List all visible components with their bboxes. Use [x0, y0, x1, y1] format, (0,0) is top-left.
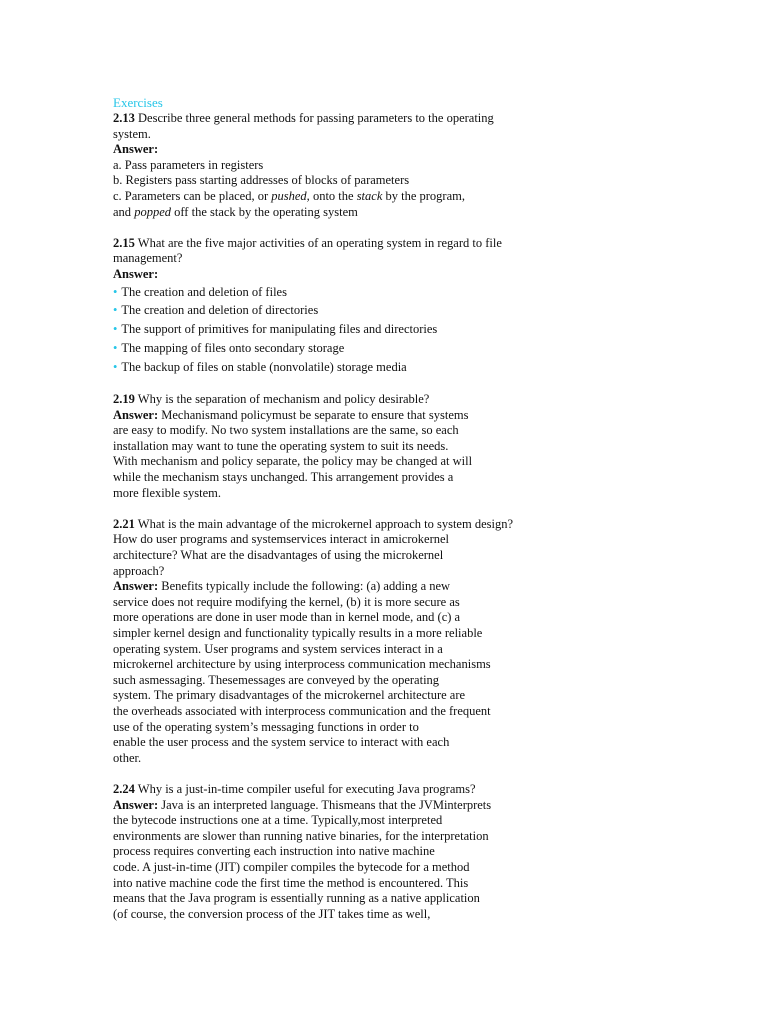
exercise-2-21	[113, 517, 553, 767]
answer-line: are easy to modify. No two system installations are the same, so each	[113, 423, 459, 438]
question-line: 2.13 Describe three general methods for passing parameters to the operating	[113, 111, 494, 125]
list-item: • The creation and deletion of directories	[113, 303, 319, 318]
question-line: system.	[113, 126, 151, 141]
answer-line: process requires converting each instruction into native machine	[113, 844, 435, 859]
bullet-icon: •	[113, 303, 118, 318]
answer-line: environments are slower than running native binaries, for the interpretation	[113, 828, 489, 843]
list-item: • The support of primitives for manipulating files and directories	[113, 322, 438, 337]
question-line: management?	[113, 251, 183, 266]
answer-line: more flexible system.	[113, 485, 221, 500]
answer-line: installation may want to tune the operating system to suit its needs.	[113, 438, 449, 453]
document-page	[113, 95, 553, 922]
answer-line: the bytecode instructions one at a time. Typically,most interpreted	[113, 813, 443, 828]
exercise-number: 2.24	[113, 781, 135, 796]
answer-line: more operations are done in user mode than in kernel mode, and (c) a	[113, 610, 461, 625]
exercise-number: 2.15	[113, 235, 135, 250]
answer-line: such asmessaging. Thesemessages are conveyed by the operating	[113, 672, 440, 687]
answer-line: (of course, the conversion process of the JIT takes time as well,	[113, 906, 431, 921]
exercises-heading: Exercises	[113, 95, 163, 110]
answer-line: into native machine code the first time the method is encountered. This	[113, 875, 469, 890]
answer-line: the overheads associated with interprocess communication and the frequent	[113, 703, 491, 718]
exercise-2-13	[113, 111, 553, 220]
question-line: approach?	[113, 563, 165, 578]
answer-line: other.	[113, 750, 142, 765]
answer-line: With mechanism and policy separate, the policy may be changed at will	[113, 454, 473, 469]
question-line: 2.24 Why is a just-in-time compiler useful for executing Java programs?	[113, 781, 476, 796]
answer-line: use of the operating system’s messaging functions in order to	[113, 719, 419, 734]
answer-line: Answer: Java is an interpreted language. Thismeans that the JVMinterprets	[113, 797, 492, 812]
answer-line: a. Pass parameters in registers	[113, 157, 264, 172]
bullet-list	[113, 283, 553, 377]
exercise-number: 2.19	[113, 392, 135, 407]
answer-line: simpler kernel design and functionality typically results in a more reliable	[113, 626, 483, 641]
answer-line: and popped off the stack by the operating system	[113, 204, 358, 219]
answer-line: c. Parameters can be placed, or pushed, onto the stack by the program,	[113, 188, 465, 203]
answer-line: operating system. User programs and system services interact in a	[113, 641, 443, 656]
bullet-icon: •	[113, 340, 118, 355]
list-item: • The backup of files on stable (nonvolatile) storage media	[113, 359, 407, 374]
exercise-number: 2.21	[113, 516, 135, 531]
question-line: 2.21 What is the main advantage of the microkernel approach to system design?	[113, 516, 514, 531]
exercise-number: 2.13	[113, 111, 135, 125]
bullet-icon: •	[113, 322, 118, 337]
bullet-icon: •	[113, 359, 118, 374]
answer-line: while the mechanism stays unchanged. This arrangement provides a	[113, 470, 454, 485]
question-line: architecture? What are the disadvantages of using the microkernel	[113, 548, 444, 563]
answer-line: code. A just-in-time (JIT) compiler compiles the bytecode for a method	[113, 859, 470, 874]
question-line: 2.19 Why is the separation of mechanism and policy desirable?	[113, 392, 430, 407]
exercise-2-19	[113, 392, 553, 501]
answer-line: microkernel architecture by using interprocess communication mechanisms	[113, 657, 491, 672]
exercise-2-24	[113, 782, 553, 922]
answer-label: Answer:	[113, 142, 159, 157]
answer-line: service does not require modifying the kernel, (b) it is more secure as	[113, 594, 460, 609]
question-line: How do user programs and systemservices interact in amicrokernel	[113, 532, 450, 547]
answer-line: Answer: Benefits typically include the following: (a) adding a new	[113, 579, 451, 594]
answer-label: Answer:	[113, 266, 159, 281]
bullet-icon: •	[113, 284, 118, 299]
question-line: 2.15 What are the five major activities of an operating system in regard to file	[113, 235, 502, 250]
list-item: • The creation and deletion of files	[113, 284, 287, 299]
exercise-2-15	[113, 236, 553, 377]
answer-line: b. Registers pass starting addresses of blocks of parameters	[113, 173, 410, 188]
answer-line: enable the user process and the system service to interact with each	[113, 735, 450, 750]
answer-line: system. The primary disadvantages of the microkernel architecture are	[113, 688, 466, 703]
list-item: • The mapping of files onto secondary storage	[113, 340, 345, 355]
answer-line: Answer: Mechanismand policymust be separate to ensure that systems	[113, 407, 469, 422]
answer-line: means that the Java program is essentially running as a native application	[113, 891, 480, 906]
